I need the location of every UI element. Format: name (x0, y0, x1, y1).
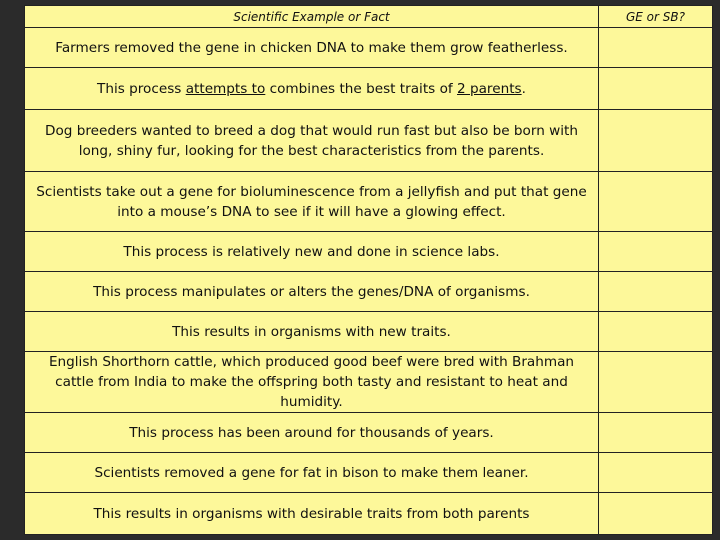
statement-cell: This process manipulates or alters the genes/DNA of organisms. (25, 272, 599, 312)
statement-cell: This process is relatively new and done in science labs. (25, 232, 599, 272)
table-row (25, 312, 713, 352)
underlined-text: 2 parents (457, 80, 522, 97)
statement-cell (25, 68, 599, 110)
statement-cell: Farmers removed the gene in chicken DNA to make them grow featherless. (25, 28, 599, 68)
statement-cell: Scientists removed a gene for fat in bison to make them leaner. (25, 453, 599, 493)
header-row (25, 6, 713, 28)
answer-cell[interactable] (599, 68, 713, 110)
statement-cell: This results in organisms with desirable traits from both parents (25, 493, 599, 535)
header-answer: GE or SB? (599, 6, 713, 28)
answer-cell[interactable] (599, 272, 713, 312)
table-row (25, 272, 713, 312)
table-row (25, 413, 713, 453)
underlined-text: attempts to (185, 80, 266, 97)
worksheet-table (24, 5, 713, 535)
table-row (25, 110, 713, 172)
statement-cell: This results in organisms with new traits. (25, 312, 599, 352)
statement-text: combines the best traits of (265, 80, 457, 97)
table-row (25, 68, 713, 110)
table-row (25, 28, 713, 68)
answer-cell[interactable] (599, 413, 713, 453)
answer-cell[interactable] (599, 352, 713, 413)
table-row (25, 172, 713, 232)
statement-cell: English Shorthorn cattle, which produced good beef were bred with Brahman cattle from India to make the offspring both tasty and resistant to heat and humidity. (25, 352, 599, 413)
answer-cell[interactable] (599, 493, 713, 535)
header-statement: Scientific Example or Fact (25, 6, 599, 28)
statement-cell: Scientists take out a gene for bioluminescence from a jellyfish and put that gene into a mouse’s DNA to see if it will have a glowing effect. (25, 172, 599, 232)
answer-cell[interactable] (599, 28, 713, 68)
answer-cell[interactable] (599, 453, 713, 493)
table-row (25, 352, 713, 413)
answer-cell[interactable] (599, 312, 713, 352)
answer-cell[interactable] (599, 172, 713, 232)
statement-cell: Dog breeders wanted to breed a dog that would run fast but also be born with long, shiny fur, looking for the best characteristics from the parents. (25, 110, 599, 172)
table-row (25, 232, 713, 272)
answer-cell[interactable] (599, 110, 713, 172)
statement-cell: This process has been around for thousands of years. (25, 413, 599, 453)
table-row (25, 493, 713, 535)
statement-text: . (521, 80, 526, 97)
answer-cell[interactable] (599, 232, 713, 272)
table-row (25, 453, 713, 493)
statement-text: This process (97, 80, 186, 97)
